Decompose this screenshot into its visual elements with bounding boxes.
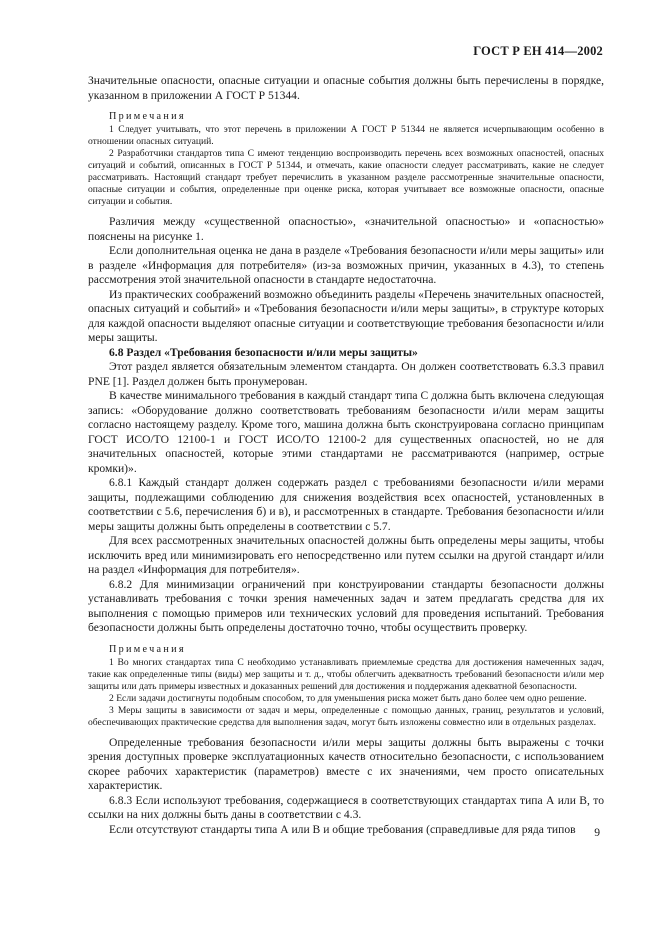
spacer — [88, 208, 604, 215]
paragraph: Этот раздел является обязательным элементом стандарта. Он должен соответствовать 6.3.3 правил PNE [1]. Раздел должен быть пронумерован. — [88, 360, 604, 388]
paragraph: 6.8.3 Если используют требования, содержащиеся в соответствующих стандартах типа А или В, то ссылки на них должны быть даны в соответствии с 4.3. — [88, 793, 604, 821]
paragraph: Из практических соображений возможно объединить разделы «Перечень значительных опасностей, опасных ситуаций и событий» и «Требования безопасности и/или меры защиты», в структуре которых для каждой опасности выделяют опасные ситуации и соответствующие требования безопасности и/или меры защиты. — [88, 287, 604, 344]
section-number: 6.8 — [109, 345, 127, 359]
note-item: 3 Меры защиты в зависимости от задач и меры, определенные с помощью данных, границ, результатов и условий, обеспечивающих практические средства для выполнения задач, могут быть изложены совместно или в отдельных разделах. — [88, 704, 604, 728]
page-body — [88, 74, 604, 837]
paragraph: В качестве минимального требования в каждый стандарт типа С должна быть включена следующая запись: «Оборудование должно соответствовать требованиям безопасности и/или мерам защиты согласно настоящему разделу. Кроме того, машина должна быть сконструирована согласно принципам ГОСТ ИСО/ТО 12100-1 и ГОСТ ИСО/ТО 12100-2 для существенных опасностей, но не для значительных опасностей, которые этими стандартами не рассматриваются (например, острые кромки)». — [88, 389, 604, 475]
section-heading — [88, 346, 604, 361]
paragraph: Значительные опасности, опасные ситуации и опасные события должны быть перечислены в порядке, указанном в приложении А ГОСТ Р 51344. — [88, 74, 604, 102]
section-title: Раздел «Требования безопасности и/или меры защиты» — [126, 345, 418, 359]
note-item: 2 Разработчики стандартов типа С имеют тенденцию воспроизводить перечень всех возможных опасностей, опасных ситуаций и событий, описанных в ГОСТ Р 51344, и отмечать, какие опасности следует рассматривать, какие не следует рассматривать. Настоящий стандарт требует перечислить в указанном разделе рассмотренные значительные опасности, опасные ситуации и события, определенные при оценке риска, которая учитывает все возможные опасности, опасные ситуации и события. — [88, 148, 604, 207]
paragraph: Если отсутствуют стандарты типа А или В и общие требования (справедливые для ряда типов — [109, 822, 576, 836]
document-code-header: ГОСТ Р ЕН 414—2002 — [473, 44, 603, 58]
paragraph: Определенные требования безопасности и/или меры защиты должны быть выражены с точки зрения доступных проверке эксплуатационных качеств относительно безопасности, с использованием скорее рабочих характеристик (параметров) вместе с их значениями, чем просто описательных характеристик. — [88, 735, 604, 792]
notes-heading: Примечания — [109, 643, 186, 655]
notes-heading: Примечания — [109, 111, 186, 122]
paragraph: Для всех рассмотренных значительных опасностей должны быть определены меры защиты, чтобы исключить вред или минимизировать его непосредственно или путем ссылки на другой стандарт и/или на раздел «Информация для потребителя». — [88, 534, 604, 576]
note-item: 1 Следует учитывать, что этот перечень в приложении А ГОСТ Р 51344 не является исчерпывающим особенно в отношении опасных ситуаций. — [88, 124, 604, 147]
paragraph: Если дополнительная оценка не дана в разделе «Требования безопасности и/или меры защиты» или в разделе «Информация для потребителя» (из-за возможных причин, указанных в 4.3), то степень рассмотрения этой значительной опасности в стандарте недостаточна. — [88, 244, 604, 286]
page-number: 9 — [594, 826, 600, 839]
note-item: 1 Во многих стандартах типа С необходимо устанавливать приемлемые средства для достижения намеченных задач, такие как определенные типы (виды) мер защиты и т. д., чтобы облегчить адекватность требований безопасности и/или мер защиты или дать примеры известных и доказанных решений для достижения и поддержания адекватной безопасности. — [88, 656, 604, 692]
paragraph: 6.8.2 Для минимизации ограничений при конструировании стандарты безопасности должны устанавливать требования с точки зрения намеченных задач и затем предлагать средства для их выполнения с помощью примеров или технических условий для проведения испытаний. Требования безопасности должны быть определены достаточно точно, чтобы осуществить проверку. — [88, 577, 604, 634]
note-item: 2 Если задачи достигнуты подобным способом, то для уменьшения риска может быть дано более чем одно решение. — [109, 692, 587, 704]
paragraph: 6.8.1 Каждый стандарт должен содержать раздел с требованиями безопасности и/или мерами защиты, подлежащими соблюдению для снижения воздействия всех опасностей, установленных в соответствии с 5.6, перечисления б) и в), и рассмотренных в стандарте. Требования безопасности и/или меры защиты должны быть определены в соответствии с 5.7. — [88, 476, 604, 533]
paragraph: Различия между «существенной опасностью», «значительной опасностью» и «опасностью» пояснены на рисунке 1. — [88, 215, 604, 243]
spacer — [88, 729, 604, 736]
